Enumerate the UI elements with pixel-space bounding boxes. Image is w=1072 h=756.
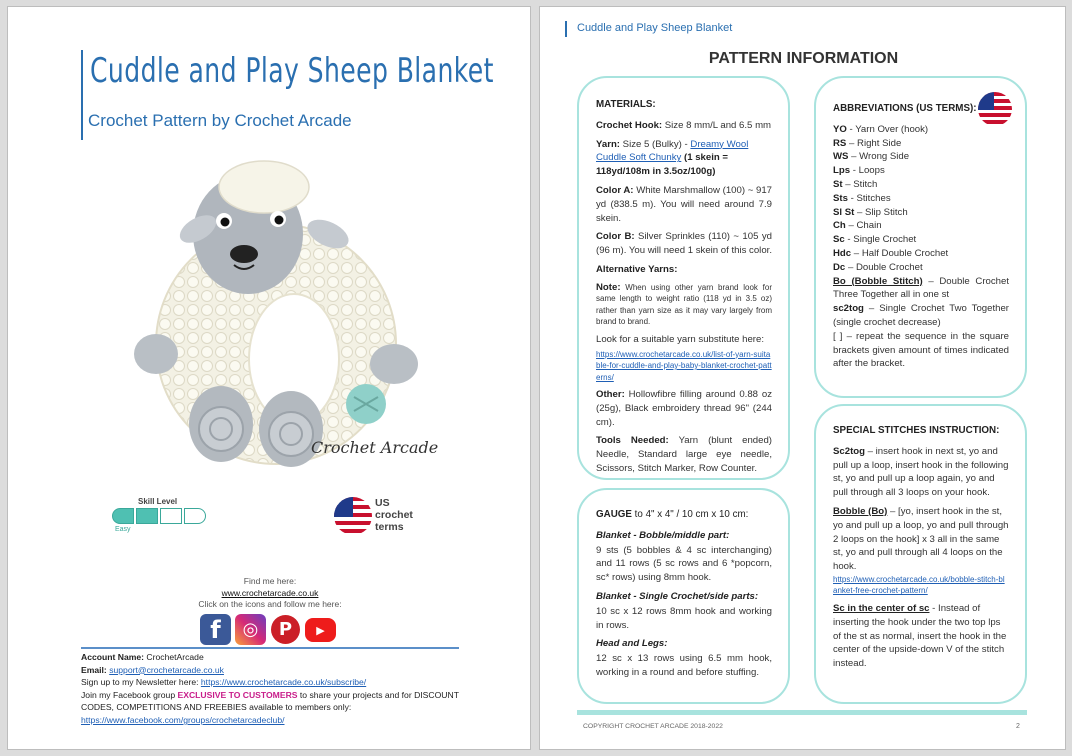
special-stitches-box: SPECIAL STITCHES INSTRUCTION: Sc2tog – insert hook in next st, yo and pull up a loop, insert hook in the following st, yo and pull up a loop again, yo and pull through all 3 loops on your hook. Bobble (Bo) – [yo, insert hook in the st, yo and pull up a loop, yo and pull through 2 loops on the hook] x 3 all in the same st, yo and pull through all 4 loops on the hook. https://www.crochetarcade.co.uk/bobble-stitch-blanket-free-crochet-pattern/ Sc in the center of sc - Instead of inserting the hook under the two top lps of the st as normal, insert the hook in the center of the upside-down V of the stitch instead. (814, 404, 1027, 704)
abbreviation-item: Ch – Chain (833, 220, 882, 232)
abbreviations-list (833, 123, 1009, 275)
contact-info: Account Name: CrochetArcade Email: support@crochetarcade.co.uk Sign up to my Newsletter here: https://www.crochetarcade.co.uk/subscribe/ Join my Facebook group EXCLUSIVE TO CUSTOMERS to share your projects and for DISCOUNT CODES, COMPETITIONS AND FREEBIES available to members only: https://www.facebook.com/groups/crochetarcadeclub/ (81, 651, 461, 727)
page-heading: PATTERN INFORMATION (708, 50, 899, 67)
abbreviation-item: WS – Wrong Side (833, 151, 910, 163)
skill-segment-2 (136, 508, 158, 524)
instagram-icon[interactable]: ◎ (235, 614, 266, 645)
find-me-label: Find me here: (243, 576, 297, 586)
abbreviations-title: ABBREVIATIONS (US TERMS): (833, 103, 977, 114)
skill-level-value: Easy (115, 526, 131, 533)
pattern-title: Cuddle and Play Sheep Blanket (90, 51, 494, 91)
bobble-term-link[interactable]: Bobble (Bo) (833, 505, 888, 517)
click-icons-label: Click on the icons and follow me here: (198, 599, 342, 609)
email-link[interactable]: support@crochetarcade.co.uk (109, 664, 224, 675)
abbreviation-item: Dc – Double Crochet (833, 261, 923, 273)
skill-segment-1 (112, 508, 134, 524)
account-name: CrochetArcade (146, 652, 204, 662)
header-accent-bar (565, 21, 567, 37)
youtube-icon[interactable]: ▶ (305, 618, 336, 642)
newsletter-link[interactable]: https://www.crochetarcade.co.uk/subscribe/ (200, 677, 367, 688)
special-stitches-title: SPECIAL STITCHES INSTRUCTION: (833, 425, 1000, 436)
materials-box: MATERIALS: Crochet Hook: Size 8 mm/L and 6.5 mm Yarn: Size 5 (Bulky) - Dreamy Wool Cuddle Soft Chunky (1 skein = 118yd/108m in 3.5oz/100g) Color A: White Marshmallow (100) ~ 917 yd (838.5 m). You will need around 7.9 skein. Color B: Silver Sprinkles (110) ~ 105 yd (96 m). You will need 1 skein of this color. Alternative Yarns: Note: When using other yarn brand look for same length to weight ratio (118 yd in 3.5 oz) rather than yarn size as it may vary largely from brand to brand. Look for a suitable yarn substitute here: https://www.crochetarcade.co.uk/list-of-yarn-suitable-for-cuddle-and-play-baby-blanket-crochet-patterns/ Other: Hollowfibre filling around 0.88 oz (25g), Black embroidery thread 96" (244 cm). Tools Needed: Yarn (blunt ended) Needle, Standard large eye needle, Scissors, Stitch Marker, Row Counter. (577, 76, 790, 480)
page-number: 2 (1016, 723, 1020, 730)
abbreviation-item: Lps - Loops (833, 165, 885, 177)
cover-page (7, 6, 531, 750)
title-accent-bar (81, 50, 83, 140)
us-flag-icon (978, 92, 1012, 126)
yarn-link[interactable]: Dreamy Wool Cuddle Soft Chunky (596, 138, 749, 164)
contact-divider (81, 647, 459, 649)
exclusive-highlight: EXCLUSIVE TO CUSTOMERS (177, 689, 298, 700)
pinterest-icon[interactable]: P (270, 614, 301, 645)
abbreviation-item: Sts - Stitches (833, 192, 891, 204)
abbreviation-item: Sl St – Slip Stitch (833, 206, 908, 218)
abbreviation-item: St – Stitch (833, 178, 878, 190)
abbreviations-box: ABBREVIATIONS (US TERMS): YO - Yarn Over (hook) RS – Right Side WS – Wrong Side Lps - Loops St – Stitch Sts - Stitches Sl St – Slip Stitch Ch – Chain Sc - Single Crochet Hdc – Half Double Crochet Dc – Double Crochet Bo (Bobble Stitch) – Double Crochet Three Together all in one st sc2tog – Single Crochet Two Together (single crochet decrease) [ ] – repeat the sequence in the square brackets given amount of times indicated after the bracket. (814, 76, 1027, 398)
facebook-group-link[interactable]: https://www.facebook.com/groups/crochetarcadeclub/ (81, 714, 285, 725)
page-header: Cuddle and Play Sheep Blanket (577, 22, 733, 34)
find-me-block (8, 576, 532, 611)
skill-level-label: Skill Level (138, 497, 178, 506)
us-crochet-terms: US crochet terms (375, 497, 413, 533)
abbreviation-item: YO - Yarn Over (hook) (833, 123, 929, 135)
bobble-stitch-link[interactable]: Bo (Bobble Stitch) (833, 275, 923, 287)
footer-divider (577, 710, 1027, 715)
sc-center-link[interactable]: Sc in the center of sc (833, 602, 930, 614)
us-flag-icon (334, 497, 372, 535)
social-icons-row (200, 614, 338, 645)
facebook-icon[interactable]: f (200, 614, 231, 645)
website-link[interactable]: www.crochetarcade.co.uk (221, 587, 319, 598)
skill-segment-4 (184, 508, 206, 524)
skill-level-meter (112, 508, 206, 524)
abbreviation-item: Sc - Single Crochet (833, 234, 917, 246)
yarn-substitute-link[interactable]: https://www.crochetarcade.co.uk/list-of-yarn-suitable-for-cuddle-and-play-baby-blanket-crochet-patterns/ (596, 349, 772, 382)
abbreviation-item: RS – Right Side (833, 137, 902, 149)
pattern-subtitle: Crochet Pattern by Crochet Arcade (88, 111, 352, 130)
materials-title: MATERIALS: (596, 99, 656, 110)
bobble-tutorial-link[interactable]: https://www.crochetarcade.co.uk/bobble-stitch-blanket-free-crochet-pattern/ (833, 574, 1005, 596)
abbreviation-item: Hdc – Half Double Crochet (833, 247, 949, 259)
crochet-arcade-watermark: Crochet Arcade (311, 438, 439, 457)
pattern-info-page (539, 6, 1066, 750)
skill-segment-3 (160, 508, 182, 524)
footer-copyright: COPYRIGHT CROCHET ARCADE 2018-2022 (583, 723, 723, 730)
gauge-box: GAUGE to 4" x 4" / 10 cm x 10 cm: Blanket - Bobble/middle part: 9 sts (5 bobbles & 4 sc interchanging) and 11 rows (5 sc rows and 6 *popcorn, sc* rows) using 8mm hook. Blanket - Single Crochet/side parts: 10 sc x 12 rows 8mm hook and working in rows. Head and Legs: 12 sc x 13 rows using 6.5 mm hook, working in a round and before stuffing. (577, 488, 790, 704)
sheep-blanket-photo (116, 149, 456, 475)
